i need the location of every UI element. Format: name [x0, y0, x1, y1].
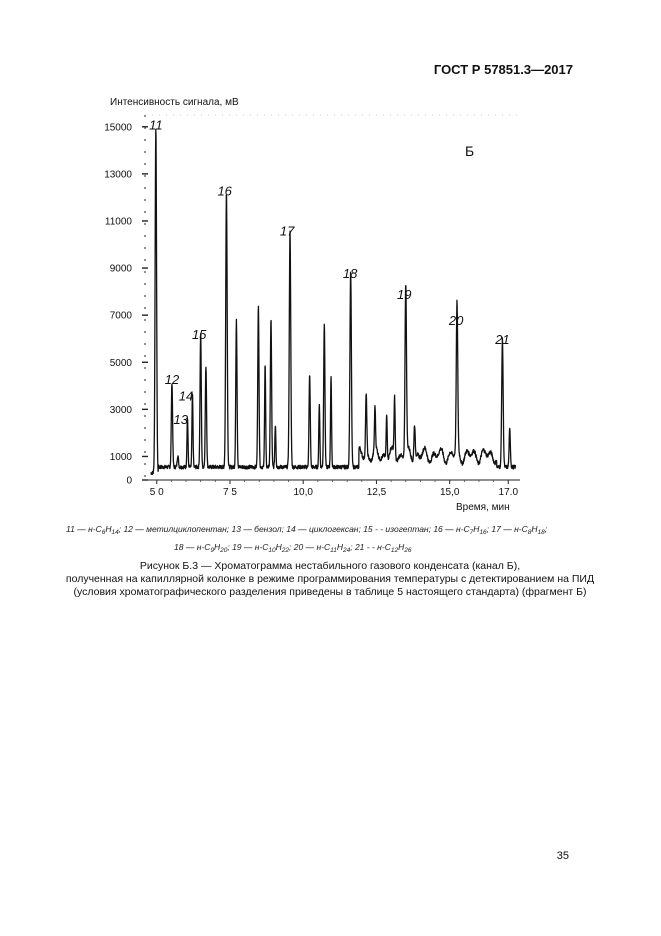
peak-label: 17 — [279, 223, 295, 239]
panel-label: Б — [465, 143, 475, 159]
x-axis-label: Время, мин — [456, 502, 510, 513]
y-tick-label: 9000 — [109, 263, 132, 275]
y-tick-label: 11000 — [104, 216, 132, 228]
legend-12-16: ; 12 — метилциклопентан; 13 — бензол; 14 — циклогексан; 15 - - изогептан; 16 — — [118, 524, 454, 534]
peak-label: 15 — [191, 327, 207, 343]
caption-line-2: полученная на капиллярной колонке в режиме программирования температуры с детектированием на ПИД — [65, 573, 595, 585]
peak-label: 19 — [397, 287, 412, 303]
peak-label: 21 — [495, 331, 510, 347]
peak-legend: 11 — $н-C_6H_{14}$; 12 — метилциклопентан; 13 — бензол; 14 — циклогексан; 15 - - изогептан; 16 — $н-C_7H_{16}$; 17 — $н-C_8H_{18}$; 18 — $н-C_9H_{20}$; 19 — $н-C_{10}H_{22}$; 20 — $н-C_{11}H_{24}$; 21 - - $н-C_{12}H_{26}$ — [66, 524, 548, 554]
x-tick-label: 10,0 — [293, 487, 313, 498]
y-tick-label: 0 — [126, 475, 132, 487]
peak-label: 18 — [342, 265, 358, 281]
peak-label: 13 — [173, 411, 188, 427]
legend-17: ; 17 — — [486, 524, 515, 534]
legend-11: 11 — [66, 524, 75, 534]
chromatogram-trace — [151, 130, 516, 475]
peak-label: 14 — [178, 388, 194, 404]
y-tick-label: 1000 — [109, 451, 132, 463]
y-tick-label: 13000 — [104, 169, 132, 181]
legend-21: ; 21 - - — [350, 542, 378, 552]
y-tick-label: 5000 — [109, 357, 132, 369]
x-tick-label: 15,0 — [439, 487, 460, 498]
legend-20: ; 20 — [289, 542, 304, 552]
y-axis-label: Интенсивность сигнала, мВ — [110, 97, 239, 108]
peak-label: 16 — [217, 183, 232, 199]
y-tick-label: 15000 — [104, 122, 132, 134]
x-tick-label: 5 0 — [149, 487, 164, 498]
peak-label: 12 — [164, 371, 180, 387]
x-tick-label: 17.0 — [498, 487, 519, 498]
peak-label: 20 — [448, 312, 464, 328]
y-tick-label: 7000 — [109, 310, 132, 322]
x-tick-label: 7 5 — [223, 487, 237, 498]
caption-line-1: Рисунок Б.3 — Хроматограмма нестабильного газового конденсата (канал Б), — [139, 560, 521, 572]
caption-line-3: (условия хроматографического разделения приведены в таблице 5 настоящего стандарта) (фрагмент Б) — [73, 586, 587, 598]
figure-caption — [30, 560, 630, 599]
document-code: ГОСТ Р 57851.3—2017 — [433, 62, 573, 77]
peak-label: 11 — [149, 117, 163, 133]
x-tick-label: 12,5 — [366, 487, 387, 498]
legend-19: ; 19 — — [227, 542, 255, 552]
page-number: 35 — [556, 850, 569, 862]
y-tick-label: 3000 — [109, 404, 132, 416]
legend-18: 18 — [174, 542, 184, 552]
